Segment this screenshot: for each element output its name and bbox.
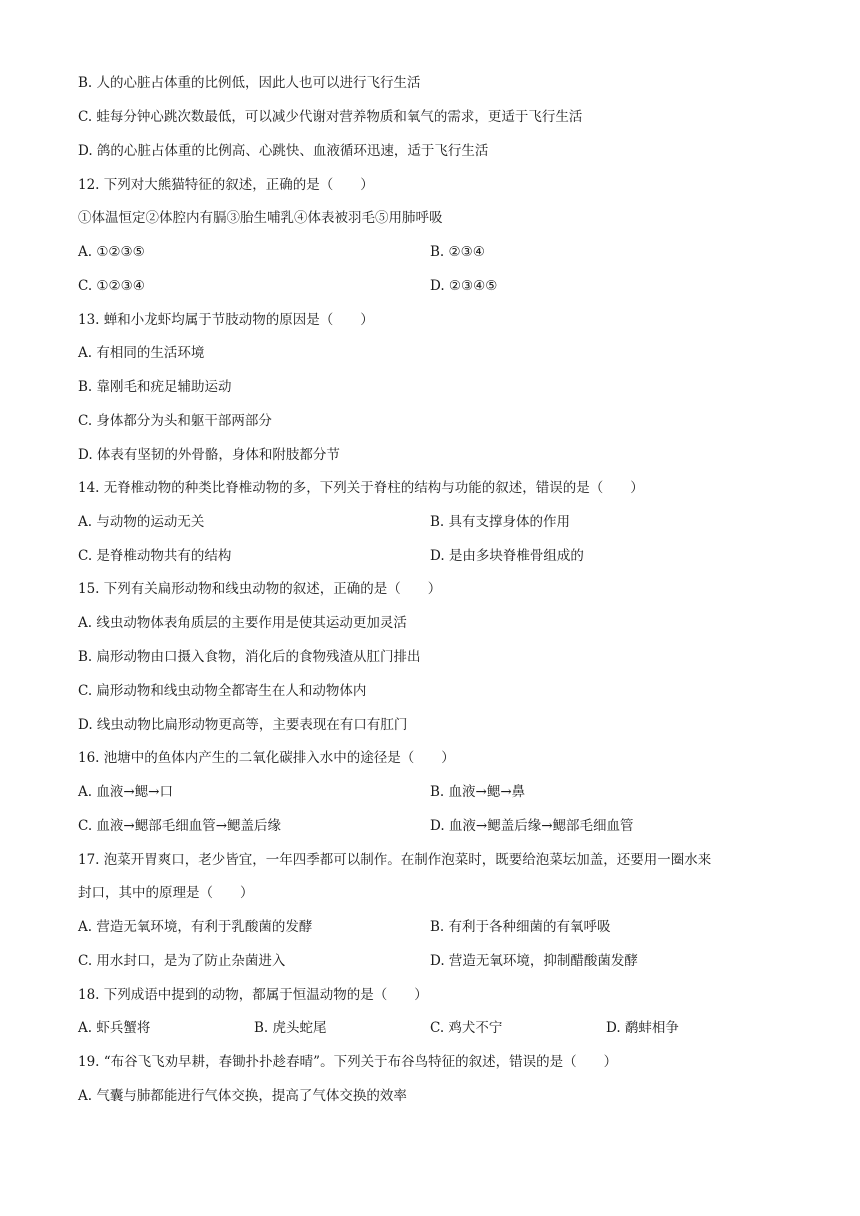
q18-option-d: D. 鹬蚌相争 xyxy=(606,1020,679,1036)
q17-option-a: A. 营造无氧环境，有利于乳酸菌的发酵 xyxy=(78,919,313,935)
q14-stem: 14. 无脊椎动物的种类比脊椎动物的多，下列关于脊柱的结构与功能的叙述，错误的是（ ） xyxy=(78,480,644,496)
q12-option-a: A. ①②③⑤ xyxy=(78,244,145,260)
q18-options-row xyxy=(0,1019,860,1037)
q19-stem: 19. “布谷飞飞劝早耕，春锄扑扑趁春晴”。下列关于布谷鸟特征的叙述，错误的是（ ） xyxy=(78,1054,618,1070)
q17-options-row-1 xyxy=(0,918,860,936)
q14-option-a: A. 与动物的运动无关 xyxy=(78,514,205,530)
q13-stem: 13. 蝉和小龙虾均属于节肢动物的原因是（ ） xyxy=(78,312,374,328)
q15-option-d: D. 线虫动物比扁形动物更高等，主要表现在有口有肛门 xyxy=(78,717,408,733)
q12-options-row-1 xyxy=(0,243,860,261)
q12-option-d: D. ②③④⑤ xyxy=(430,278,498,294)
q15-option-b: B. 扁形动物由口摄入食物，消化后的食物残渣从肛门排出 xyxy=(78,649,421,665)
q14-option-b: B. 具有支撑身体的作用 xyxy=(430,514,571,530)
q13-option-d: D. 体表有坚韧的外骨骼，身体和附肢都分节 xyxy=(78,447,340,463)
q16-option-b: B. 血液→鳃→鼻 xyxy=(430,784,526,800)
q16-option-a: A. 血液→鳃→口 xyxy=(78,784,173,800)
q18-option-a: A. 虾兵蟹将 xyxy=(78,1020,151,1036)
q13-option-b: B. 靠刚毛和疣足辅助运动 xyxy=(78,379,232,395)
q15-stem: 15. 下列有关扁形动物和线虫动物的叙述，正确的是（ ） xyxy=(78,581,442,597)
q17-stem-line-1: 17. 泡菜开胃爽口，老少皆宜，一年四季都可以制作。在制作泡菜时，既要给泡菜坛加盖，还要用一圈水来 xyxy=(78,852,712,868)
q14-options-row-2 xyxy=(0,547,860,565)
q14-option-c: C. 是脊椎动物共有的结构 xyxy=(78,548,232,564)
q16-options-row-2 xyxy=(0,817,860,835)
q16-option-c: C. 血液→鳃部毛细血管→鳃盖后缘 xyxy=(78,818,282,834)
q17-stem-line-2: 封口，其中的原理是（ ） xyxy=(78,885,254,901)
q17-option-c: C. 用水封口，是为了防止杂菌进入 xyxy=(78,953,286,969)
q12-option-b: B. ②③④ xyxy=(430,244,485,260)
q17-option-d: D. 营造无氧环境，抑制醋酸菌发酵 xyxy=(430,953,638,969)
q14-options-row-1 xyxy=(0,513,860,531)
q16-option-d: D. 血液→鳃盖后缘→鳃部毛细血管 xyxy=(430,818,634,834)
q13-option-c: C. 身体都分为头和躯干部两部分 xyxy=(78,413,272,429)
q14-option-d: D. 是由多块脊椎骨组成的 xyxy=(430,548,584,564)
q16-options-row-1 xyxy=(0,783,860,801)
q12-option-c: C. ①②③④ xyxy=(78,278,145,294)
q12-statements: ①体温恒定②体腔内有膈③胎生哺乳④体表被羽毛⑤用肺呼吸 xyxy=(78,210,443,226)
q11-option-c: C. 蛙每分钟心跳次数最低，可以减少代谢对营养物质和氧气的需求，更适于飞行生活 xyxy=(78,109,583,125)
q12-stem: 12. 下列对大熊猫特征的叙述，正确的是（ ） xyxy=(78,177,374,193)
q17-option-b: B. 有利于各种细菌的有氧呼吸 xyxy=(430,919,611,935)
q19-option-a: A. 气囊与肺都能进行气体交换，提高了气体交换的效率 xyxy=(78,1088,407,1104)
q15-option-a: A. 线虫动物体表角质层的主要作用是使其运动更加灵活 xyxy=(78,615,407,631)
q12-options-row-2 xyxy=(0,277,860,295)
q16-stem: 16. 池塘中的鱼体内产生的二氧化碳排入水中的途径是（ ） xyxy=(78,750,455,766)
q11-option-d: D. 鸽的心脏占体重的比例高、心跳快、血液循环迅速，适于飞行生活 xyxy=(78,143,489,159)
q13-option-a: A. 有相同的生活环境 xyxy=(78,345,205,361)
q18-stem: 18. 下列成语中提到的动物，都属于恒温动物的是（ ） xyxy=(78,987,428,1003)
q18-option-b: B. 虎头蛇尾 xyxy=(254,1020,327,1036)
q18-option-c: C. 鸡犬不宁 xyxy=(430,1020,503,1036)
q17-options-row-2 xyxy=(0,952,860,970)
q15-option-c: C. 扁形动物和线虫动物全都寄生在人和动物体内 xyxy=(78,683,367,699)
q11-option-b: B. 人的心脏占体重的比例低，因此人也可以进行飞行生活 xyxy=(78,75,421,91)
